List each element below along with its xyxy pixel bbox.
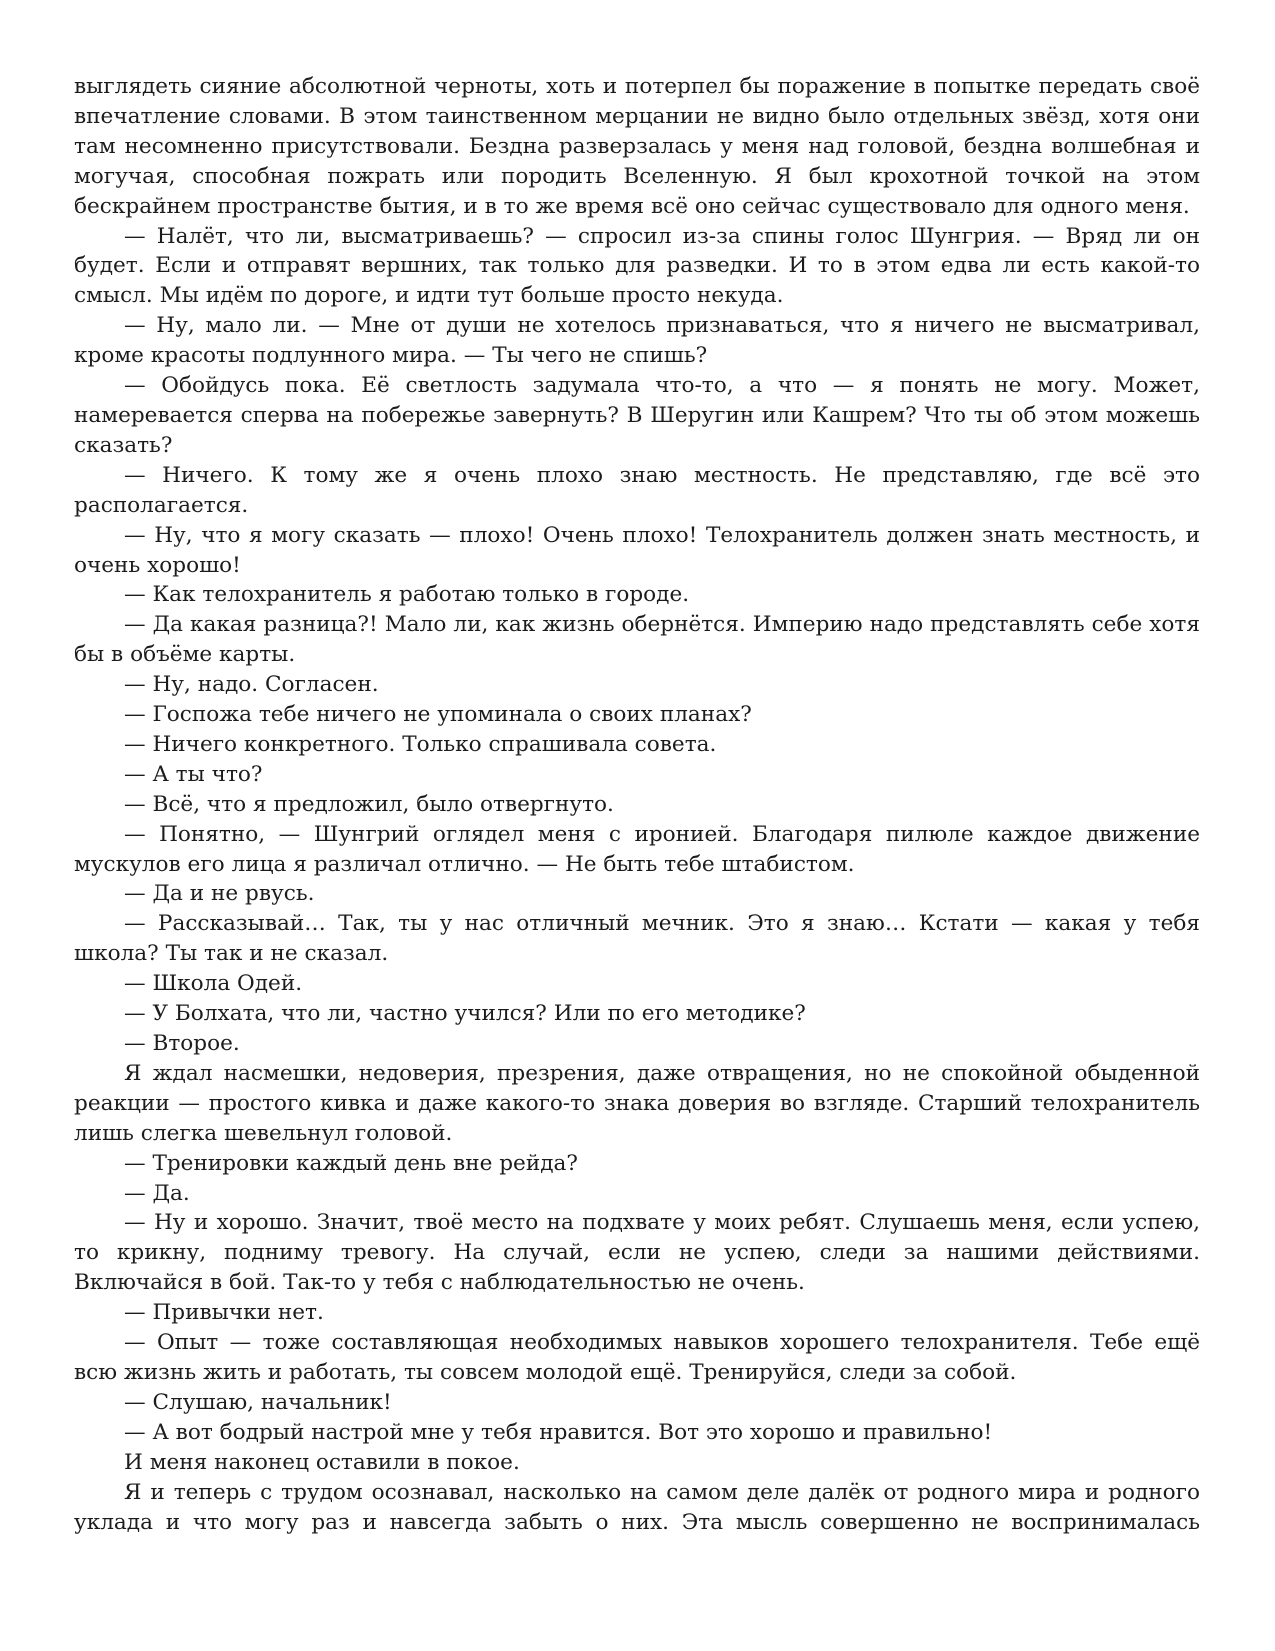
dialogue-line: — Понятно, — Шунгрий оглядел меня с иронией. Благодаря пилюле каждое движение мускулов его лица я различал отлично. — Не быть тебе штабистом. xyxy=(74,821,1200,877)
dialogue-line: — Второе. xyxy=(124,1031,240,1056)
dialogue-line: — Опыт — тоже составляющая необходимых навыков хорошего телохранителя. Тебе ещё всю жизнь жить и работать, ты совсем молодой ещё. Тренируйся, следи за собой. xyxy=(74,1330,1200,1385)
dialogue-line: — Обойдусь пока. Её светлость задумала что-то, а что — я понять не могу. Может, намеревается сперва на побережье завернуть? В Шеругин или Кашрем? Что ты об этом можешь сказать? xyxy=(74,373,1200,458)
dialogue-line: — А ты что? xyxy=(124,761,263,787)
dialogue-line: — Слушаю, начальник! xyxy=(124,1389,392,1415)
paragraph: И меня наконец оставили в покое. xyxy=(124,1449,520,1475)
document-page xyxy=(74,72,1200,1537)
dialogue-line: — Всё, что я предложил, было отвергнуто. xyxy=(124,791,614,817)
dialogue-line: — Ну и хорошо. Значит, твоё место на подхвате у моих ребят. Слушаешь меня, если успею, то крикну, подниму тревогу. На случай, если не успею, следи за нашими действиями. Включайся в бой. Так-то у тебя с наблюдательностью не очень. xyxy=(74,1210,1200,1296)
dialogue-line: — Привычки нет. xyxy=(124,1300,324,1326)
dialogue-line: — Школа Одей. xyxy=(124,971,303,997)
paragraph: Я ждал насмешки, недоверия, презрения, даже отвращения, но не спокойной обыденной реакции — простого кивка и даже какого-то знака доверия во взгляде. Старший телохранитель лишь слегка шевельнул головой. xyxy=(74,1060,1200,1146)
dialogue-line: — Да и не рвусь. xyxy=(124,881,315,907)
dialogue-line: — Да. xyxy=(124,1180,190,1206)
dialogue-line: — Ничего конкретного. Только спрашивала совета. xyxy=(124,731,717,757)
paragraph: выглядеть сияние абсолютной черноты, хоть и потерпел бы поражение в попытке передать своё впечатление словами. В этом таинственном мерцании не видно было отдельных звёзд, хотя они там несомненно присутствовали. Бездна разверзалась у меня над головой, бездна волшебная и могучая, способная пожрать или породить Вселенную. Я был крохотной точкой на этом бескрайнем пространстве бытия, и в то же время всё оно сейчас существовало для одного меня. xyxy=(74,74,1200,219)
dialogue-line: — А вот бодрый настрой мне у тебя нравится. Вот это хорошо и правильно! xyxy=(124,1419,993,1445)
dialogue-line: — Тренировки каждый день вне рейда? xyxy=(124,1150,578,1176)
dialogue-line: — Как телохранитель я работаю только в городе. xyxy=(124,582,690,608)
dialogue-line: — Да какая разница?! Мало ли, как жизнь обернётся. Империю надо представлять себе хотя бы в объёме карты. xyxy=(74,612,1200,668)
dialogue-line: — Ничего. К тому же я очень плохо знаю местность. Не представляю, где всё это располагается. xyxy=(74,462,1200,518)
dialogue-line: — Госпожа тебе ничего не упоминала о своих планах? xyxy=(124,702,752,728)
paragraph: Я и теперь с трудом осознавал, насколько на самом деле далёк от родного мира и родного уклада и что могу раз и навсегда забыть о них. Эта мысль совершенно не воспринималась xyxy=(74,1479,1200,1535)
dialogue-line: — У Болхата, что ли, частно учился? Или по его методике? xyxy=(124,1001,806,1027)
dialogue-line: — Рассказывай… Так, ты у нас отличный мечник. Это я знаю… Кстати — какая у тебя школа? Ты так и не сказал. xyxy=(74,911,1200,967)
dialogue-line: — Ну, что я могу сказать — плохо! Очень плохо! Телохранитель должен знать местность, и очень хорошо! xyxy=(74,522,1200,578)
dialogue-line: — Ну, надо. Согласен. xyxy=(124,672,379,698)
dialogue-line: — Ну, мало ли. — Мне от души не хотелось признаваться, что я ничего не высматривал, кроме красоты подлунного мира. — Ты чего не спишь? xyxy=(74,313,1200,369)
dialogue-line: — Налёт, что ли, высматриваешь? — спросил из-за спины голос Шунгрия. — Вряд ли он будет. Если и отправят вершних, так только для разведки. И то в этом едва ли есть какой-то смысл. Мы идём по дороге, и идти тут больше просто некуда. xyxy=(74,223,1200,309)
